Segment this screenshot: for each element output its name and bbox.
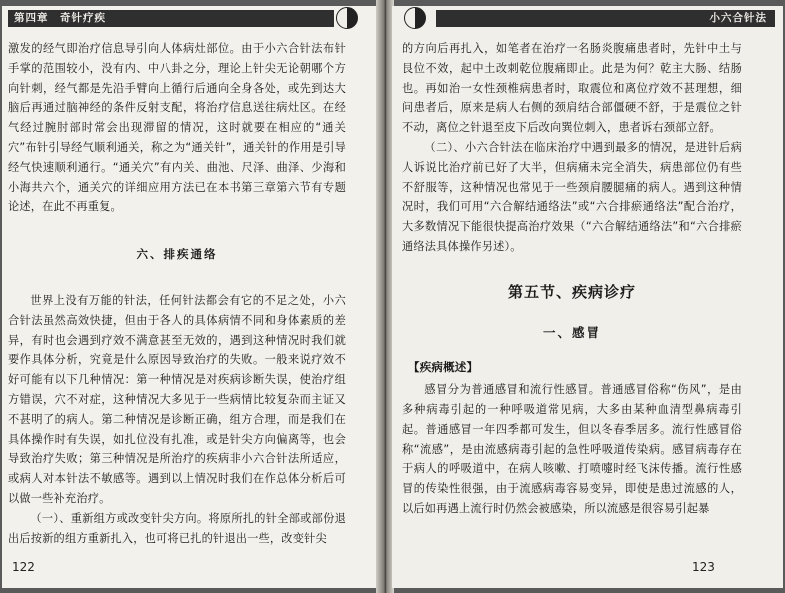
paragraph: （一）、重新组方或改变针尖方向。将原所扎的针全部或部份退出后按新的组方重新扎入，也可将已扎的针退出一些，改变针尖 xyxy=(8,511,346,545)
paragraph: 感冒分为普通感冒和流行性感冒。普通感冒俗称“伤风”，是由多种病毒引起的一种呼吸道常见病，大多由某种血清型鼻病毒引起。普通感冒一年四季都可发生，但以冬春季居多。流行性感冒俗称“流感”，是由流感病毒引起的急性呼吸道传染病。感冒病毒存在于病人的呼吸道中，在病人咳嗽、打喷嚏时经飞沫传播。流行性感冒的传染性很强，由于流感病毒容易变异，即使是患过流感的人，以后如再遇上流行时仍然会被感染，所以流感是很容易引起暴 xyxy=(402,383,742,515)
yin-yang-icon xyxy=(404,7,426,29)
subheading: 六、排疾通络 xyxy=(136,247,218,262)
right-page xyxy=(392,6,783,588)
paragraph: 世界上没有万能的针法，任何针法都会有它的不足之处，小六合针法虽然高效快捷，但由于各人的具体病情不同和身体素质的差异，有时也会遇到疗效不满意甚至无效的，遇到这种情况时我们就要作具体分析，究竟是什么原因导致治疗的失败。一般来说疗效不好可能有以下几种情况：第一种情况是对疾病诊断失误，使治疗组方错误，穴不对症，这种情况大多见于一些病情比较复杂而主证又不甚明了的病人。第二种情况是诊断正确，组方合理，而是我们在具体操作时有失误，如扎位没有扎准，或是针尖方向偏离等，也会导致治疗失败；第三种情况是所治疗的疾病非小六合针法所适应，或病人对本针法不敏感等。遇到以上情况时我们在作总体分析后可以做一些补充治疗。 xyxy=(8,293,346,505)
overview-label: 【疾病概述】 xyxy=(408,360,479,375)
right-page-body xyxy=(402,39,742,519)
book-header: 小六合针法 xyxy=(436,10,775,27)
paragraph: 激发的经气即治疗信息导引向人体病灶部位。由于小六合针法布针手掌的范围较小，没有内、中八卦之分，理论上针尖无论朝哪个方向针刺，经气都是先沿手臂向上循行后通向全身各处，或先到达大脑后再通过脑神经的条件反射支配，将治疗信息送往病灶区。在经气经过腕肘部时常会出现滞留的情况，这时就要在相应的“通关穴”布针引导经气顺利通关，称之为“通关针”，通关针的作用是引导经气快速顺利通行。“通关穴”有内关、曲池、尺泽、曲泽、少海和小海共六个，通关穴的详细应用方法已在本书第三章第六节有专题论述，在此不再重复。 xyxy=(8,42,346,214)
paragraph: （二）、小六合针法在临床治疗中遇到最多的情况，是进针后病人诉说比治疗前已好了大半，但病痛未完全消失，病患部位仍有些不舒服等，这种情况也常见于一些颈肩腰腿痛的病人。遇到这种情况时，我们可用“六合解结通络法”或“六合排瘀通络法”配合治疗，大多数情况下能很快提高治疗效果（“六合解结通络法”和“六合排瘀通络法具体操作另述）。 xyxy=(402,140,742,253)
left-page-body xyxy=(8,39,346,548)
paragraph: 的方向后再扎入，如笔者在治疗一名肠炎腹痛患者时，先针中土与艮位不效，起中土改刺乾位腹痛即止。此是为何？乾主大肠、结肠也。再如治一女性颈椎病患者时，取震位和离位疗效不甚理想，细问患者后，原来是病人右侧的颈肩结合部僵硬不舒，于是震位之针不动，离位之针退至皮下后改向巽位刺入，患者诉右颈部立舒。 xyxy=(402,42,742,135)
page-number: 123 xyxy=(692,560,715,574)
yin-yang-icon xyxy=(336,7,358,29)
section-title: 第五节、疾病诊疗 xyxy=(507,282,636,301)
page-number: 122 xyxy=(12,560,35,574)
chapter-header: 第四章 奇针疗疾 xyxy=(8,10,334,27)
subheading: 一、感冒 xyxy=(542,324,601,340)
left-page xyxy=(2,6,378,588)
